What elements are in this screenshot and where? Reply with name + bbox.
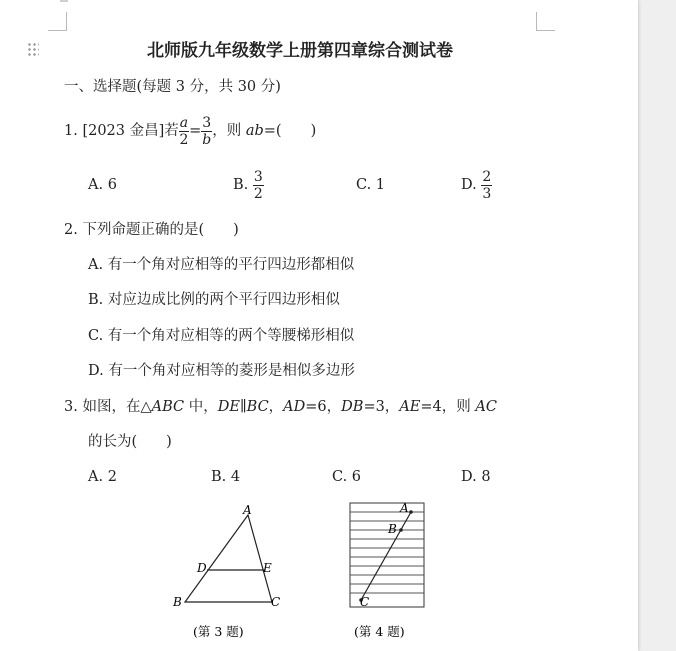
point-b — [399, 528, 403, 532]
q3-option-b[interactable]: B. 4 — [211, 469, 241, 485]
q1-option-d[interactable]: D. $\frac{2}{3}$ — [461, 168, 492, 202]
q2-option-c[interactable]: C. 有一个角对应相等的两个等腰梯形相似 — [88, 328, 355, 344]
q3-option-a[interactable]: A. 2 — [88, 469, 117, 485]
point-a — [409, 510, 413, 514]
q3-option-d[interactable]: D. 8 — [461, 469, 491, 485]
q2-option-d[interactable]: D. 有一个角对应相等的菱形是相似多边形 — [88, 363, 355, 379]
question-3-line-2: 的长为( ) — [88, 434, 172, 450]
q1-option-a[interactable]: A. 6 — [88, 177, 117, 193]
triangle-abc — [185, 515, 272, 602]
label-d: D — [197, 561, 207, 575]
label-e: E — [263, 561, 272, 575]
figure-3-caption: (第 3 题) — [193, 624, 244, 639]
question-2: 2. 下列命题正确的是( ) — [64, 222, 239, 238]
q1-source: [2023 金昌]若 — [82, 123, 179, 139]
margin-corner-mark — [48, 12, 67, 31]
q1-option-c[interactable]: C. 1 — [356, 177, 386, 193]
transversal-line — [361, 512, 411, 600]
section-heading: 一、选择题(每题 3 分，共 30 分) — [64, 79, 281, 95]
q2-option-b[interactable]: B. 对应边成比例的两个平行四边形相似 — [88, 292, 340, 308]
figure-4-caption: (第 4 题) — [354, 624, 405, 639]
page-title: 北师版九年级数学上册第四章综合测试卷 — [147, 41, 453, 61]
q1-equals: = — [189, 123, 202, 139]
q1-number: 1. — [64, 123, 78, 139]
label-c: C — [360, 595, 370, 609]
q1-fraction-b: $\frac{3}{b}$ — [202, 114, 212, 148]
q1-option-b[interactable]: B. $\frac{3}{2}$ — [233, 168, 263, 202]
parallel-lines — [350, 512, 424, 593]
label-a: A — [400, 501, 409, 515]
label-c: C — [271, 595, 281, 609]
label-a: A — [243, 503, 252, 517]
question-3: 3. 如图，在△ABC 中，DE∥BC，AD=6，DB=3，AE=4，则 AC — [64, 399, 497, 415]
label-b: B — [388, 522, 397, 536]
question-1 — [64, 112, 316, 150]
label-b: B — [173, 595, 182, 609]
margin-corner-mark — [536, 12, 555, 31]
q3-option-c[interactable]: C. 6 — [332, 469, 362, 485]
page-edge-mark — [60, 0, 68, 2]
figure-4 — [345, 500, 435, 648]
canvas-gutter — [638, 0, 676, 651]
q1-tail: ，则 ab=( ) — [212, 123, 317, 139]
q2-option-a[interactable]: A. 有一个角对应相等的平行四边形都相似 — [88, 257, 355, 273]
q1-fraction-a: $\frac{a}{2}$ — [179, 114, 189, 148]
figure-3 — [165, 500, 290, 648]
